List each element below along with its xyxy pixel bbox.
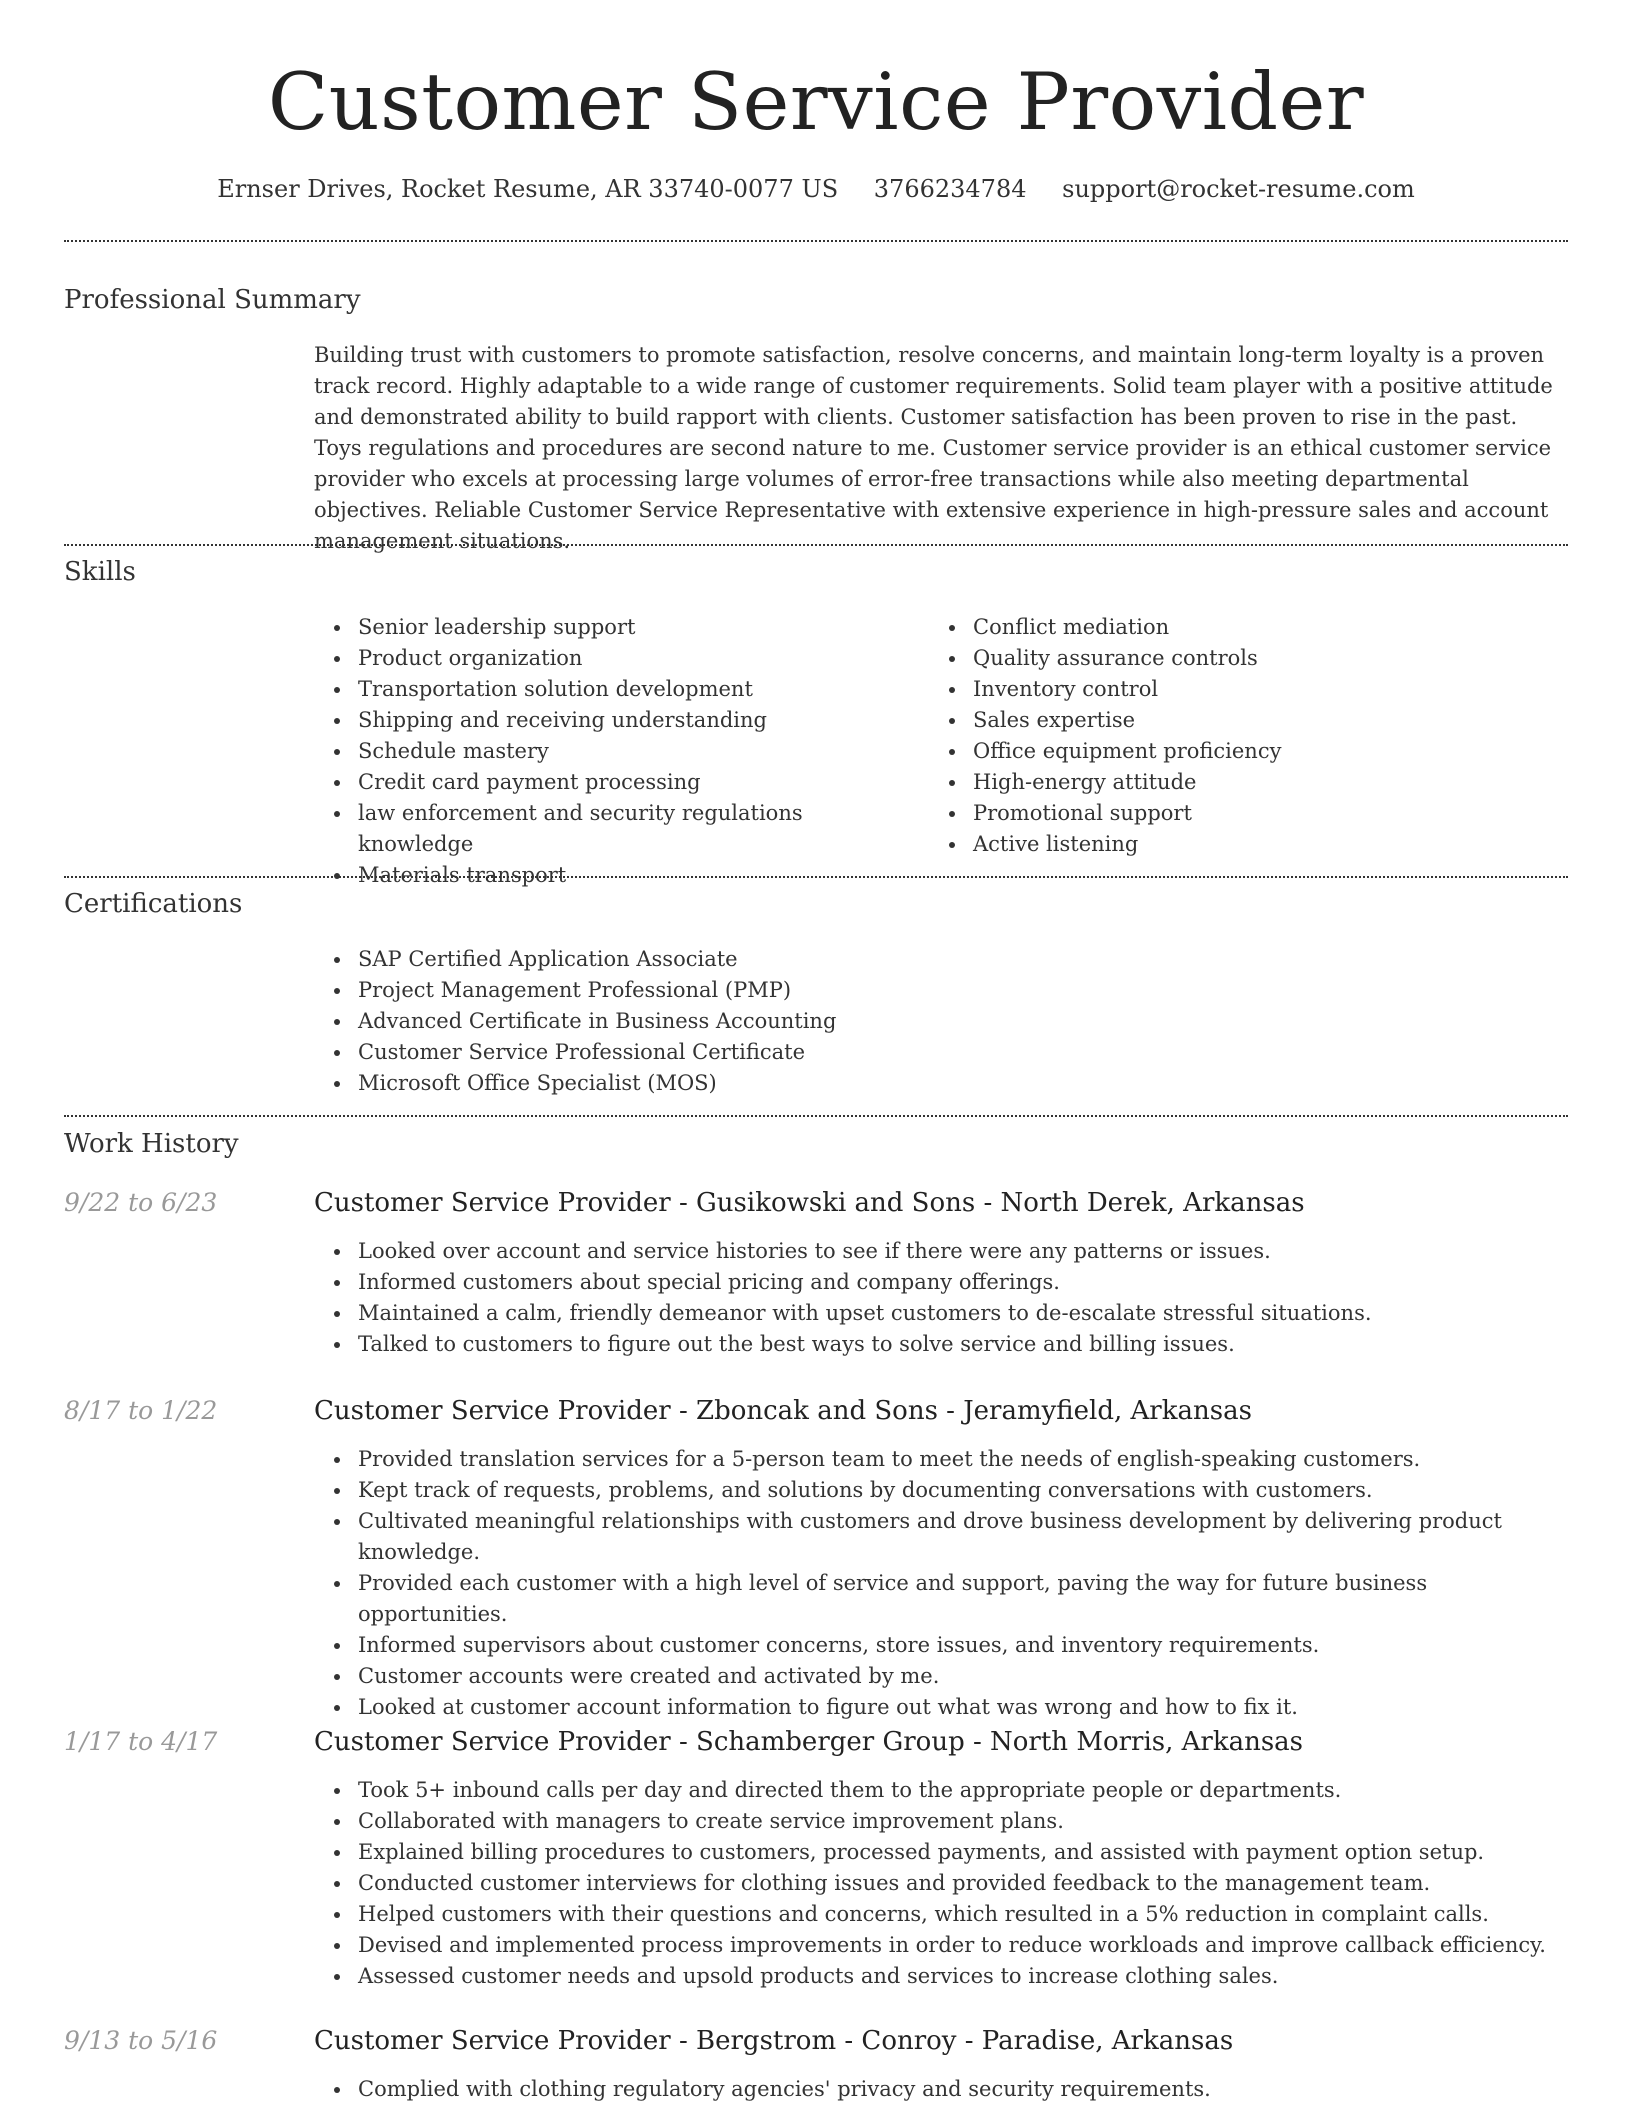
list-item: Promotional support [929,798,1549,829]
list-item: Explained billing procedures to customers, processed payments, and assisted with payment option setup. [314,1837,1564,1868]
list-item: Provided translation services for a 5-person team to meet the needs of english-speaking customers. [314,1444,1564,1475]
list-item: SAP Certified Application Associate [314,944,1554,975]
list-item: Senior leadership support [314,612,914,643]
job-dates: 8/17 to 1/22 [64,1396,218,1425]
list-item: High-energy attitude [929,767,1549,798]
list-item: Talked to customers to figure out the best ways to solve service and billing issues. [314,1329,1564,1360]
section-divider [64,1115,1568,1117]
job-bullets [314,1775,1564,1992]
skills-list-left [314,612,914,891]
job-bullets [314,1444,1564,1723]
list-item: Assessed customer needs and upsold products and services to increase clothing sales. [314,1961,1564,1992]
certifications-heading: Certifications [64,889,243,919]
job-title: Customer Service Provider - Schamberger Group - North Morris, Arkansas [314,1727,1304,1757]
list-item: Complied with clothing regulatory agencies' privacy and security requirements. [314,2074,1564,2105]
certifications-list [314,944,1554,1099]
job-title: Customer Service Provider - Gusikowski and Sons - North Derek, Arkansas [314,1188,1305,1218]
list-item: Customer accounts were created and activated by me. [314,1661,1564,1692]
list-item: Conducted customer interviews for clothing issues and provided feedback to the management team. [314,1868,1564,1899]
list-item: Inventory control [929,674,1549,705]
summary-text: Building trust with customers to promote satisfaction, resolve concerns, and maintain long-term loyalty is a proven track record. Highly adaptable to a wide range of customer requirements. Solid team player with a positive attitude and demonstrated ability to build rapport with clients. Customer satisfaction has been proven to rise in the past. Toys regulations and procedures are second nature to me. Customer service provider is an ethical customer service provider who excels at processing large volumes of error-free transactions while also meeting departmental objectives. Reliable Customer Service Representative with extensive experience in high-pressure sales and account management situations. [314,343,1553,553]
contact-phone: 3766234784 [873,175,1027,203]
contact-line [0,172,1632,206]
list-item: Conflict mediation [929,612,1549,643]
section-divider [64,876,1568,878]
list-item: Looked at customer account information to figure out what was wrong and how to fix it. [314,1692,1564,1723]
contact-email: support@rocket-resume.com [1062,175,1415,203]
list-item: Product organization [314,643,914,674]
list-item: Informed supervisors about customer concerns, store issues, and inventory requirements. [314,1630,1564,1661]
list-item: Provided each customer with a high level of service and support, paving the way for future business opportunities. [314,1568,1564,1630]
list-item: Informed customers about special pricing and company offerings. [314,1267,1564,1298]
list-item: Schedule mastery [314,736,914,767]
list-item: Credit card payment processing [314,767,914,798]
section-divider [64,240,1568,242]
list-item: Active listening [929,829,1549,860]
list-item: Maintained a calm, friendly demeanor with upset customers to de-escalate stressful situations. [314,1298,1564,1329]
skills-list-right [929,612,1549,860]
list-item: Helped customers with their questions and concerns, which resulted in a 5% reduction in complaint calls. [314,1899,1564,1930]
list-item: Transportation solution development [314,674,914,705]
list-item: Looked over account and service histories to see if there were any patterns or issues. [314,1236,1564,1267]
job-bullets [314,1236,1564,1360]
list-item: Took 5+ inbound calls per day and directed them to the appropriate people or departments. [314,1775,1564,1806]
list-item: Cultivated meaningful relationships with customers and drove business development by delivering product knowledge. [314,1506,1564,1568]
skills-heading: Skills [64,557,136,587]
job-dates: 1/17 to 4/17 [64,1727,218,1756]
list-item: Kept track of requests, problems, and solutions by documenting conversations with customers. [314,1475,1564,1506]
job-dates: 9/22 to 6/23 [64,1188,218,1217]
list-item: Shipping and receiving understanding [314,705,914,736]
list-item: Advanced Certificate in Business Accounting [314,1006,1554,1037]
list-item: Project Management Professional (PMP) [314,975,1554,1006]
list-item: Devised and implemented process improvements in order to reduce workloads and improve callback efficiency. [314,1930,1564,1961]
list-item: Quality assurance controls [929,643,1549,674]
job-title: Customer Service Provider - Zboncak and Sons - Jeramyfield, Arkansas [314,1396,1252,1426]
list-item: law enforcement and security regulations knowledge [314,798,914,860]
list-item: Collaborated with managers to create service improvement plans. [314,1806,1564,1837]
list-item: Materials transport [314,860,914,891]
job-dates: 9/13 to 5/16 [64,2026,218,2055]
list-item: Sales expertise [929,705,1549,736]
job-title: Customer Service Provider - Bergstrom - Conroy - Paradise, Arkansas [314,2026,1234,2056]
candidate-name: Customer Service Provider [267,56,1365,148]
work-history-heading: Work History [64,1129,239,1159]
list-item: Customer Service Professional Certificate [314,1037,1554,1068]
section-divider [64,544,1568,546]
list-item: Microsoft Office Specialist (MOS) [314,1068,1554,1099]
summary-heading: Professional Summary [64,285,361,315]
list-item: Office equipment proficiency [929,736,1549,767]
contact-address: Ernser Drives, Rocket Resume, AR 33740-0077 US [217,175,839,203]
job-bullets [314,2074,1564,2105]
